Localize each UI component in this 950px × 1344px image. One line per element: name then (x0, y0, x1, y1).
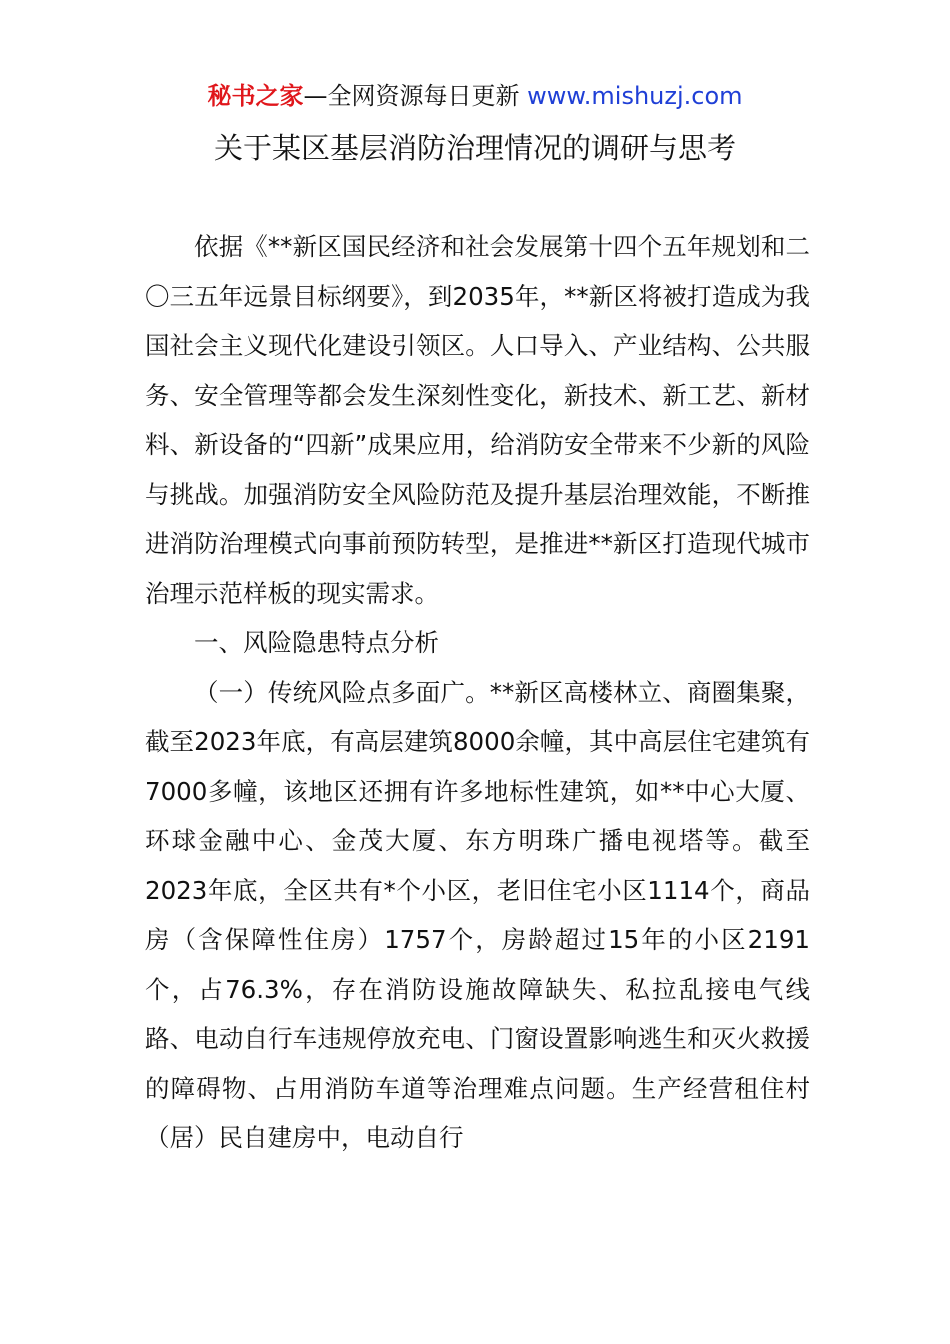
document-body (145, 222, 810, 1163)
site-banner (0, 80, 950, 112)
intro-paragraph: 依据《**新区国民经济和社会发展第十四个五年规划和二〇三五年远景目标纲要》，到2035年，**新区将被打造成为我国社会主义现代化建设引领区。人口导入、产业结构、公共服务、安全管理等都会发生深刻性变化，新技术、新工艺、新材料、新设备的“四新”成果应用，给消防安全带来不少新的风险与挑战。加强消防安全风险防范及提升基层治理效能，不断推进消防治理模式向事前预防转型，是推进**新区打造现代城市治理示范样板的现实需求。 (145, 232, 810, 608)
site-url-link[interactable]: www.mishuzj.com (527, 82, 743, 110)
site-brand: 秘书之家 (207, 82, 304, 110)
body-paragraph: （一）传统风险点多面广。**新区高楼林立、商圈集聚，截至2023年底，有高层建筑8000余幢，其中高层住宅建筑有7000多幢，该地区还拥有许多地标性建筑，如**中心大厦、环球金融中心、金茂大厦、东方明珠广播电视塔等。截至2023年底，全区共有*个小区，老旧住宅小区1114个，商品房（含保障性住房）1757个，房龄超过15年的小区2191个，占76.3%，存在消防设施故障缺失、私拉乱接电气线路、电动自行车违规停放充电、门窗设置影响逃生和灭火救援的障碍物、占用消防车道等治理难点问题。生产经营租住村（居）民自建房中，电动自行 (145, 677, 810, 1152)
document-title: 关于某区基层消防治理情况的调研与思考 (213, 131, 736, 165)
site-tagline: —全网资源每日更新 (303, 82, 528, 110)
section-heading: 一、风险隐患特点分析 (194, 628, 439, 657)
